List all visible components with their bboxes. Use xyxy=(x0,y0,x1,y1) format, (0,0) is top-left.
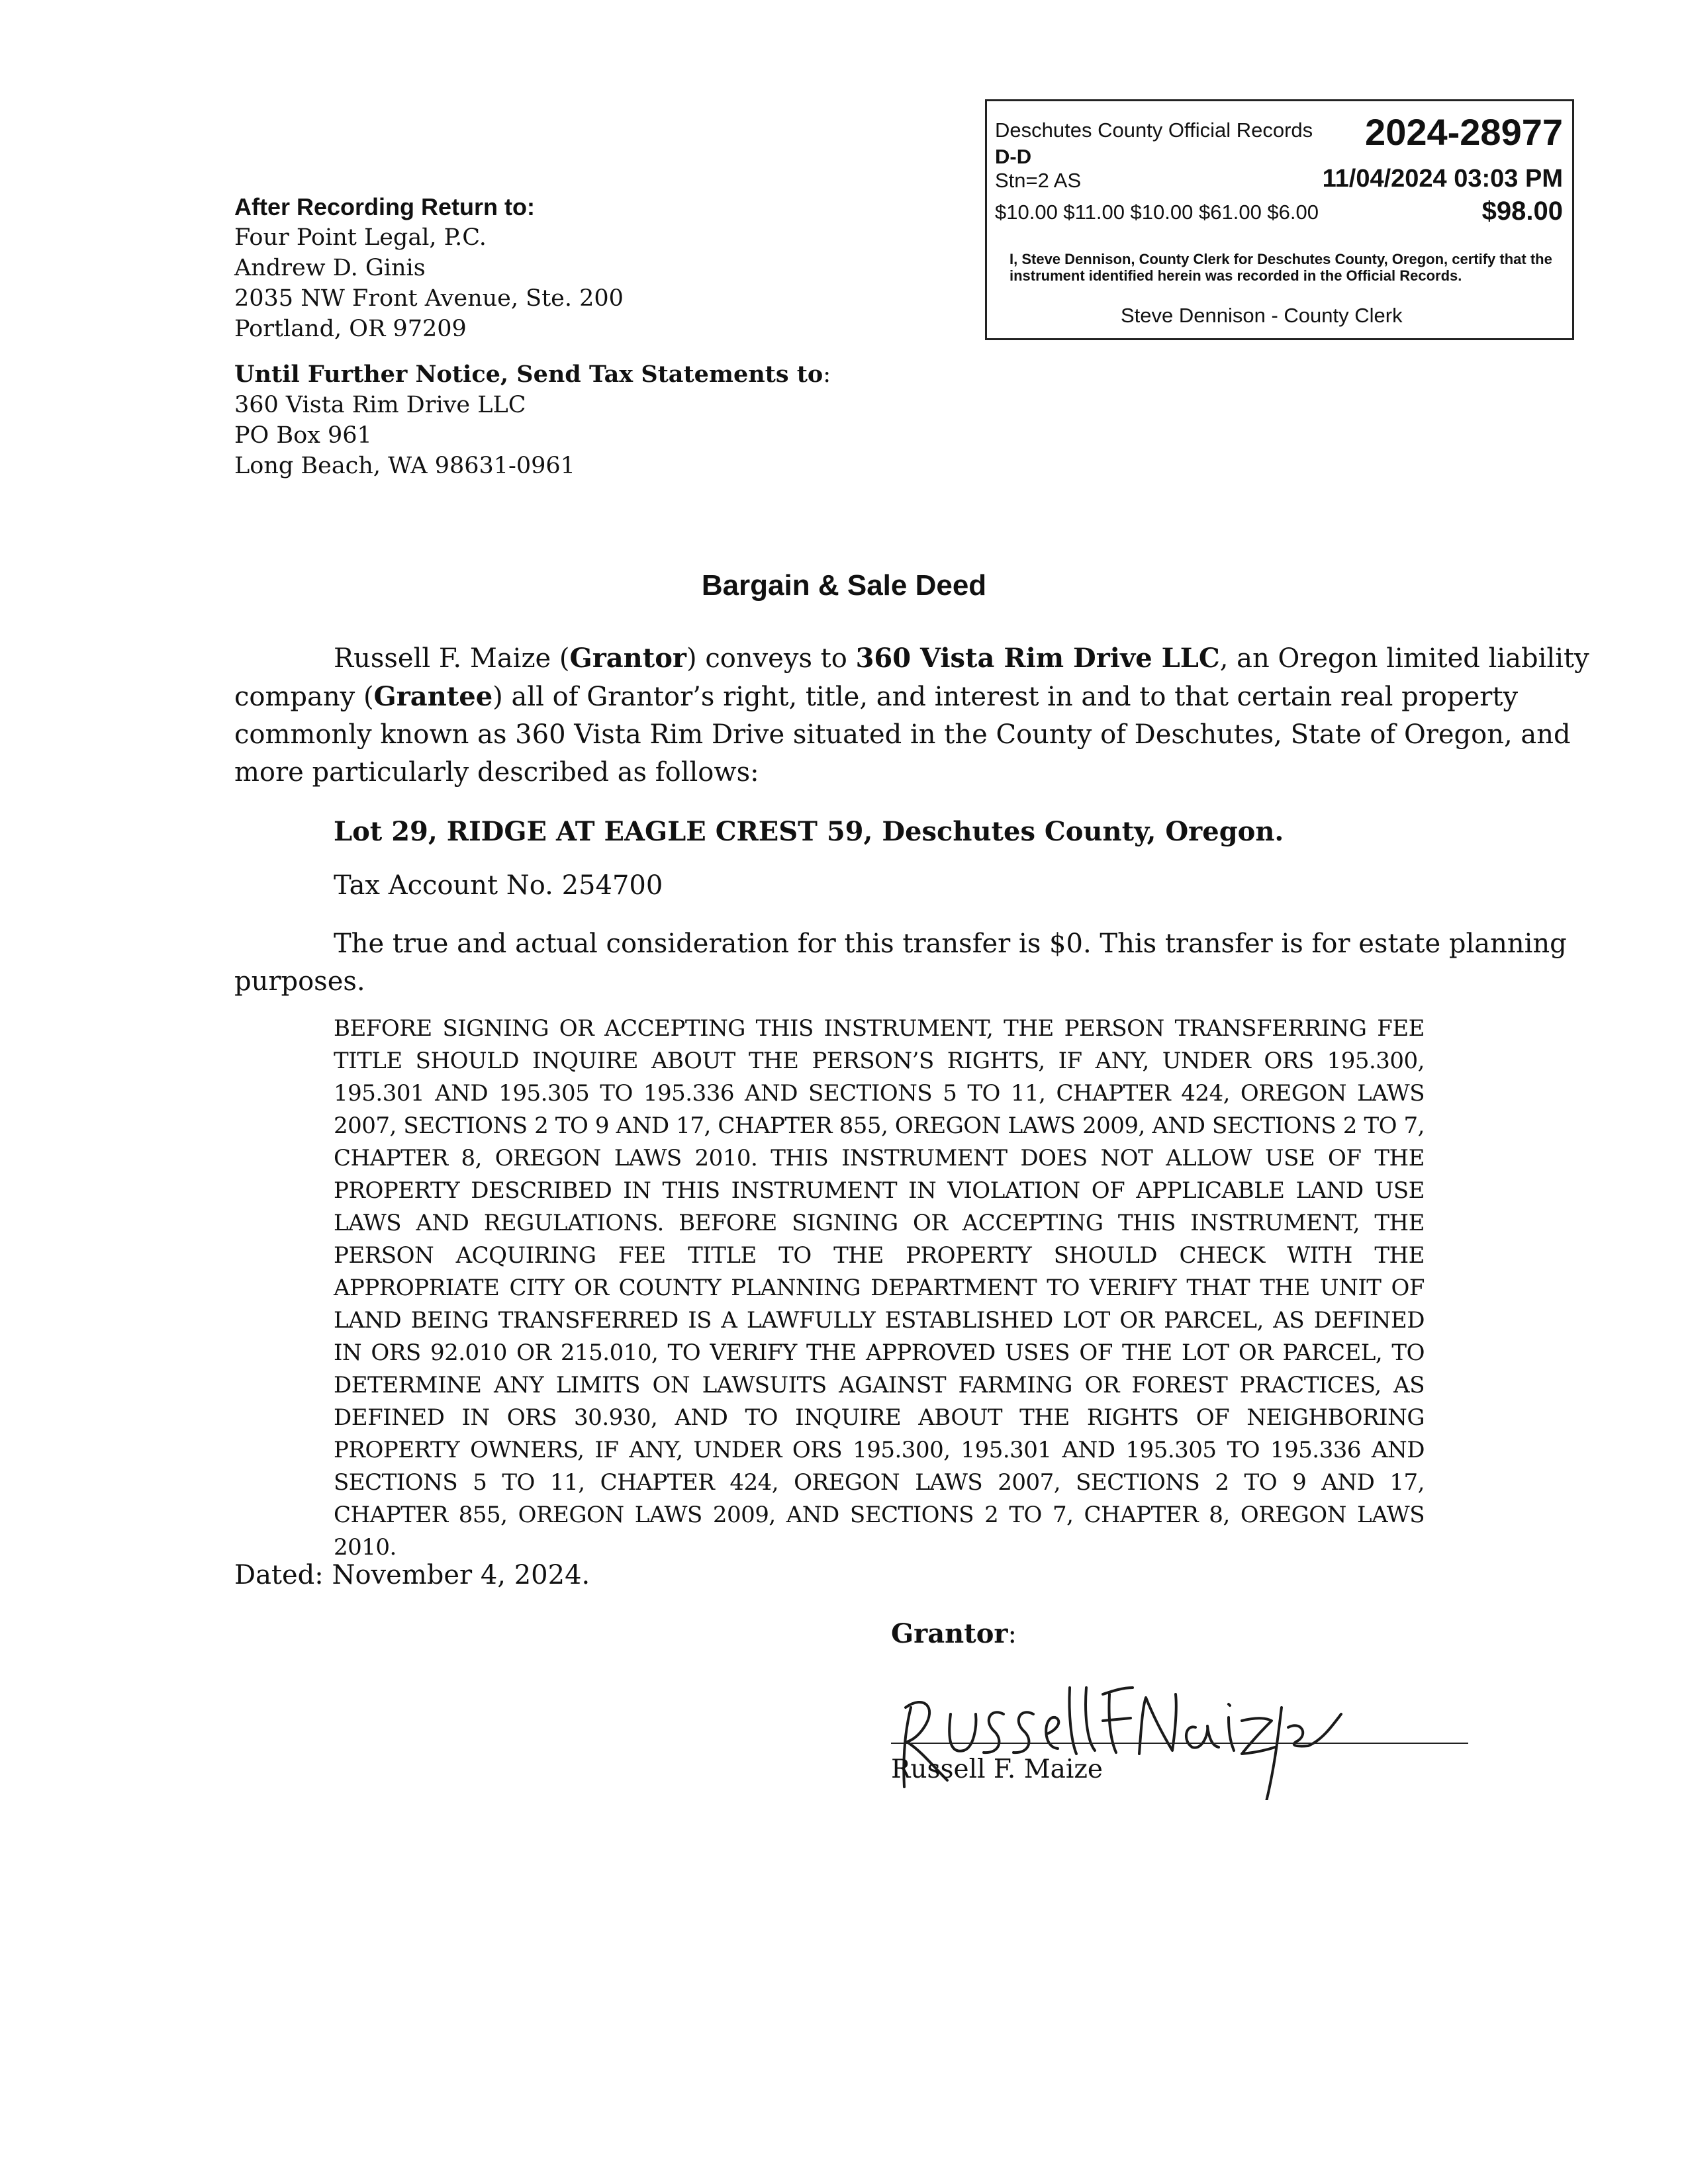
grantor-label xyxy=(891,1615,1017,1653)
stamp-doc-type: D-D xyxy=(995,145,1032,168)
grantee-role: Grantee xyxy=(373,681,493,712)
return-to-block xyxy=(234,192,624,344)
stamp-datetime: 11/04/2024 03:03 PM xyxy=(1322,165,1563,193)
dated-line: Dated: November 4, 2024. xyxy=(234,1560,590,1590)
stamp-certification: I, Steve Dennison, County Clerk for Deschutes County, Oregon, certify that the instrument identified herein was recorded in the Official Records. xyxy=(1009,251,1552,284)
signer-name: Russell F. Maize xyxy=(891,1754,1103,1784)
consideration-paragraph xyxy=(234,925,1567,1001)
return-to-line: Andrew D. Ginis xyxy=(234,255,426,281)
property-line: more particularly described as follows: xyxy=(234,757,759,788)
recording-stamp xyxy=(985,99,1574,340)
tax-statements-line: Long Beach, WA 98631-0961 xyxy=(234,453,575,479)
grantee-description: , an Oregon limited liability xyxy=(1219,643,1589,674)
grantor-label-colon: : xyxy=(1008,1619,1017,1649)
stamp-office: Deschutes County Official Records xyxy=(995,118,1313,142)
property-text: ) all of Grantor’s right, title, and interest in and to that certain real property xyxy=(492,682,1519,712)
grantor-role: Grantor xyxy=(569,643,686,674)
return-to-line: Four Point Legal, P.C. xyxy=(234,224,487,251)
conveys-text: conveys to xyxy=(705,643,847,674)
stamp-clerk: Steve Dennison - County Clerk xyxy=(1121,304,1403,327)
legal-description: Lot 29, RIDGE AT EAGLE CREST 59, Deschutes County, Oregon. xyxy=(334,816,1284,847)
document-title: Bargain & Sale Deed xyxy=(701,569,987,602)
property-line: commonly known as 360 Vista Rim Drive situated in the County of Deschutes, State of Oregon, and xyxy=(234,719,1571,750)
consideration-line: purposes. xyxy=(234,966,365,997)
return-to-line: 2035 NW Front Avenue, Ste. 200 xyxy=(234,285,624,312)
tax-statements-heading: Until Further Notice, Send Tax Statements to xyxy=(234,361,823,388)
tax-statements-line: 360 Vista Rim Drive LLC xyxy=(234,392,526,418)
stamp-total: $98.00 xyxy=(1481,197,1563,226)
return-to-line: Portland, OR 97209 xyxy=(234,316,467,342)
stamp-station: Stn=2 AS xyxy=(995,169,1082,192)
grantor-name: Russell F. Maize xyxy=(334,643,551,674)
stamp-record-number: 2024-28977 xyxy=(1365,111,1563,153)
property-text: company ( xyxy=(234,682,374,712)
tax-statements-line: PO Box 961 xyxy=(234,422,372,449)
grantee-name: 360 Vista Rim Drive LLC xyxy=(855,643,1220,674)
tax-statements-heading-colon: : xyxy=(823,361,831,388)
tax-statements-block xyxy=(234,359,831,481)
statutory-notice: BEFORE SIGNING OR ACCEPTING THIS INSTRUMENT, THE PERSON TRANSFERRING FEE TITLE SHOULD INQUIRE ABOUT THE PERSON’S RIGHTS, IF ANY, UNDER ORS 195.300, 195.301 AND 195.305 TO 195.336 AND SECTIONS 5 TO 11, CHAPTER 424, OREGON LAWS 2007, SECTIONS 2 TO 9 AND 17, CHAPTER 855, OREGON LAWS 2009, AND SECTIONS 2 TO 7, CHAPTER 8, OREGON LAWS 2010. THIS INSTRUMENT DOES NOT ALLOW USE OF THE PROPERTY DESCRIBED IN THIS INSTRUMENT IN VIOLATION OF APPLICABLE LAND USE LAWS AND REGULATIONS. BEFORE SIGNING OR ACCEPTING THIS INSTRUMENT, THE PERSON ACQUIRING FEE TITLE TO THE PROPERTY SHOULD CHECK WITH THE APPROPRIATE CITY OR COUNTY PLANNING DEPARTMENT TO VERIFY THAT THE UNIT OF LAND BEING TRANSFERRED IS A LAWFULLY ESTABLISHED LOT OR PARCEL, AS DEFINED IN ORS 92.010 OR 215.010, TO VERIFY THE APPROVED USES OF THE LOT OR PARCEL, TO DETERMINE ANY LIMITS ON LAWSUITS AGAINST FARMING OR FOREST PRACTICES, AS DEFINED IN ORS 30.930, AND TO INQUIRE ABOUT THE RIGHTS OF NEIGHBORING PROPERTY OWNERS, IF ANY, UNDER ORS 195.300, 195.301 AND 195.305 TO 195.336 AND SECTIONS 5 TO 11, CHAPTER 424, OREGON LAWS 2007, SECTIONS 2 TO 9 AND 17, CHAPTER 855, OREGON LAWS 2009, AND SECTIONS 2 TO 7, CHAPTER 8, OREGON LAWS 2010. xyxy=(334,1015,1425,1561)
stamp-fees: $10.00 $11.00 $10.00 $61.00 $6.00 xyxy=(995,201,1319,224)
signature-line xyxy=(891,1743,1468,1744)
grantor-label-text: Grantor xyxy=(891,1618,1008,1649)
consideration-line: The true and actual consideration for this transfer is $0. This transfer is for estate planning xyxy=(334,929,1567,959)
conveyance-paragraph: Russell F. Maize (Grantor) conveys to 360 Vista Rim Drive LLC, an Oregon limited liability company (Grantee) all of Grantor’s right, title, and interest in and to that certain real property commonly known as 360 Vista Rim Drive situated in the County of Deschutes, State of Oregon, and more particularly described as follows: xyxy=(234,639,1492,792)
tax-account: Tax Account No. 254700 xyxy=(334,870,663,901)
return-to-heading: After Recording Return to: xyxy=(234,193,535,220)
